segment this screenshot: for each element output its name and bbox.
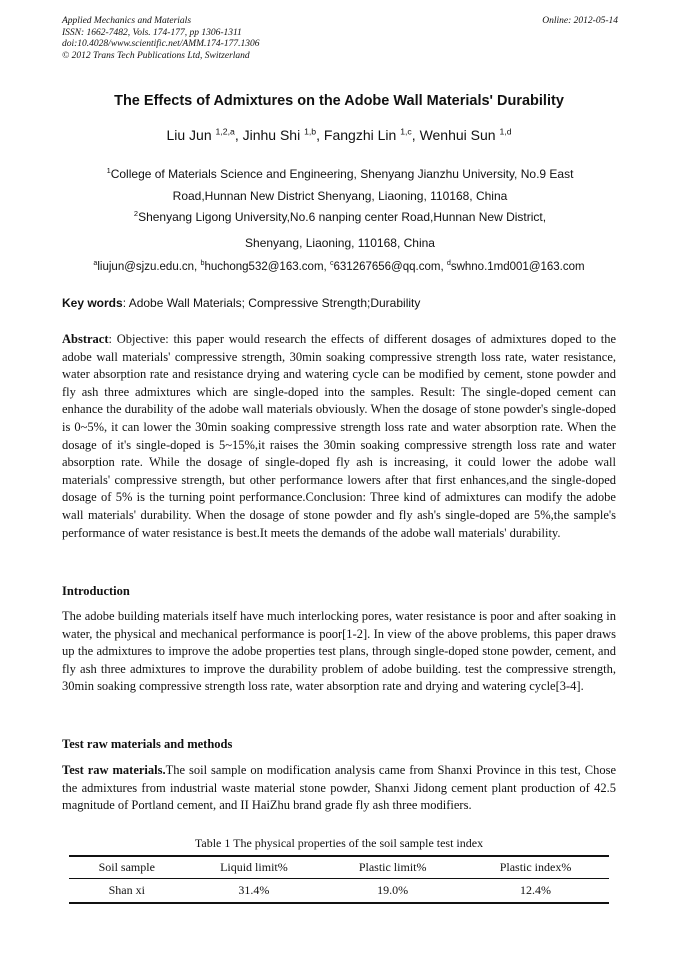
email-list: $^a$liujun@sjzu.edu.cn, $^b$huchong532@163.com, $^c$631267656@qq.com, $^d$swhno.1md001@163.com <box>93 259 585 273</box>
table-header-cell: Soil sample <box>69 856 185 879</box>
author-affil-mark: 1,c <box>400 126 412 137</box>
introduction-text: The adobe building materials itself have much interlocking pores, water resistance is poor and after soaking in water, the physical and mechanical performance is poor[1-2]. In view of the above problems, this paper draws up the admixtures to improve the adobe properties test plans, through single-doped stone powder, cement, and fly ash three admixtures to improve the durability problem of adobe building. test the compressive strength, 30min soaking compressive strength loss rate, water absorption rate and drying and watering cycle[3-4]. <box>62 609 616 694</box>
affiliation-2 <box>70 206 610 254</box>
paper-title: The Effects of Admixtures on the Adobe Wall Materials' Durability <box>114 93 564 109</box>
table-cell: 19.0% <box>323 879 462 904</box>
table-caption: Table 1 The physical properties of the soil sample test index <box>194 836 484 850</box>
abstract-text: : Objective: this paper would research the effects of different dosages of admixtures doped to the adobe wall materials' compressive strength, 30min soaking compressive strength loss rate, water resistance, water absorption rate and resistance drying and watering cycle can be modified by cement, stone powder and fly ash three admixtures which are single-doped into the samples. Result: The single-doped cement can enhance the durability of the adobe wall materials obviously. When the dosage of stone powder's single-doped is 0~5%, it can lower the 30min soaking compressive strength loss rate and water absorption rate. When the dosage of it's single-doped is 5~15%,it raises the 30min soaking compressive strength loss rate and water absorption rate. While the dosage of single-doped fly ash is increasing, it could lower the adobe wall materials' compressive strength, but other performance lowers after that first enhances,and the single-doped dosage of 5% is the turning point performance.Conclusion: Three kind of admixtures can modify the adobe wall materials' durability. When the dosage of stone powder and fly ash's single-doped are 5%,the sample's performance of water resistance is best.It meets the demands of the adobe wall materials' durability. <box>62 332 616 540</box>
author-affil-mark: 1,d <box>499 126 512 137</box>
keywords-text: : Adobe Wall Materials; Compressive Strength;Durability <box>122 296 421 310</box>
keywords <box>62 296 618 310</box>
author-list: Liu Jun $^{1,2,a}$, Jinhu Shi $^{1,b}$, Fangzhi Lin $^{1,c}$, Wenhui Sun $^{1,d}$ <box>166 126 512 143</box>
email-address: huchong532@163.com, <box>204 261 327 273</box>
table-header-cell: Plastic index% <box>462 856 609 879</box>
affil-mark: 1 <box>106 166 111 175</box>
journal-header <box>62 16 618 62</box>
table-header-cell: Plastic limit% <box>323 856 462 879</box>
issn-line: ISSN: 1662-7482, Vols. 174-177, pp 1306-1311 <box>62 27 242 38</box>
author-affil-mark: 1,b <box>304 126 317 137</box>
author-name: Jinhu Shi <box>242 127 301 143</box>
affiliation-line: Shenyang, Liaoning, 110168, China <box>245 236 435 250</box>
table-row <box>69 879 609 904</box>
email-address: 631267656@qq.com, <box>333 261 444 273</box>
soil-properties-table <box>69 855 609 904</box>
email-address: swhno.1md001@163.com <box>450 261 585 273</box>
affiliation-line: Road,Hunnan New District Shenyang, Liaoning, 110168, China <box>172 189 508 203</box>
table-header-cell: Liquid limit% <box>185 856 324 879</box>
table-cell: 31.4% <box>185 879 324 904</box>
affiliation-1 <box>70 163 610 207</box>
online-date: Online: 2012-05-14 <box>542 16 618 26</box>
author-name: Liu Jun <box>166 127 212 143</box>
author-name: Wenhui Sun <box>419 127 496 143</box>
copyright-line: © 2012 Trans Tech Publications Ltd, Switzerland <box>62 50 250 61</box>
table-cell: 12.4% <box>462 879 609 904</box>
methods-heading: Test raw materials and methods <box>62 737 233 751</box>
methods-sublabel: Test raw materials. <box>62 763 166 777</box>
keywords-label: Key words <box>62 296 123 310</box>
abstract <box>62 331 616 542</box>
email-address: liujun@sjzu.edu.cn, <box>97 261 198 273</box>
introduction-heading: Introduction <box>62 584 130 598</box>
affil-mark: 2 <box>133 209 139 218</box>
table-header-row <box>69 856 609 879</box>
author-name: Fangzhi Lin <box>323 127 397 143</box>
table-cell: Shan xi <box>69 879 185 904</box>
journal-name: Applied Mechanics and Materials <box>62 16 192 26</box>
methods-text: Test raw materials.The soil sample on modification analysis came from Shanxi Province in this test, Chose the admixtures from industrial waste material stone powder, Shanxi Jidong cement plant production of 42.5 magnitude of Portland cement, and II HaiZhu brand grade fly ash three modifiers. <box>62 763 616 813</box>
abstract-label: Abstract <box>62 332 109 346</box>
affiliation-line: $^1$College of Materials Science and Engineering, Shenyang Jianzhu University, No.9 East <box>106 166 574 181</box>
author-affil-mark: 1,2,a <box>215 126 235 137</box>
doi-line: doi:10.4028/www.scientific.net/AMM.174-177.1306 <box>62 39 260 49</box>
affiliation-line: $^2$Shenyang Ligong University,No.6 nanping center Road,Hunnan New District, <box>133 209 547 224</box>
